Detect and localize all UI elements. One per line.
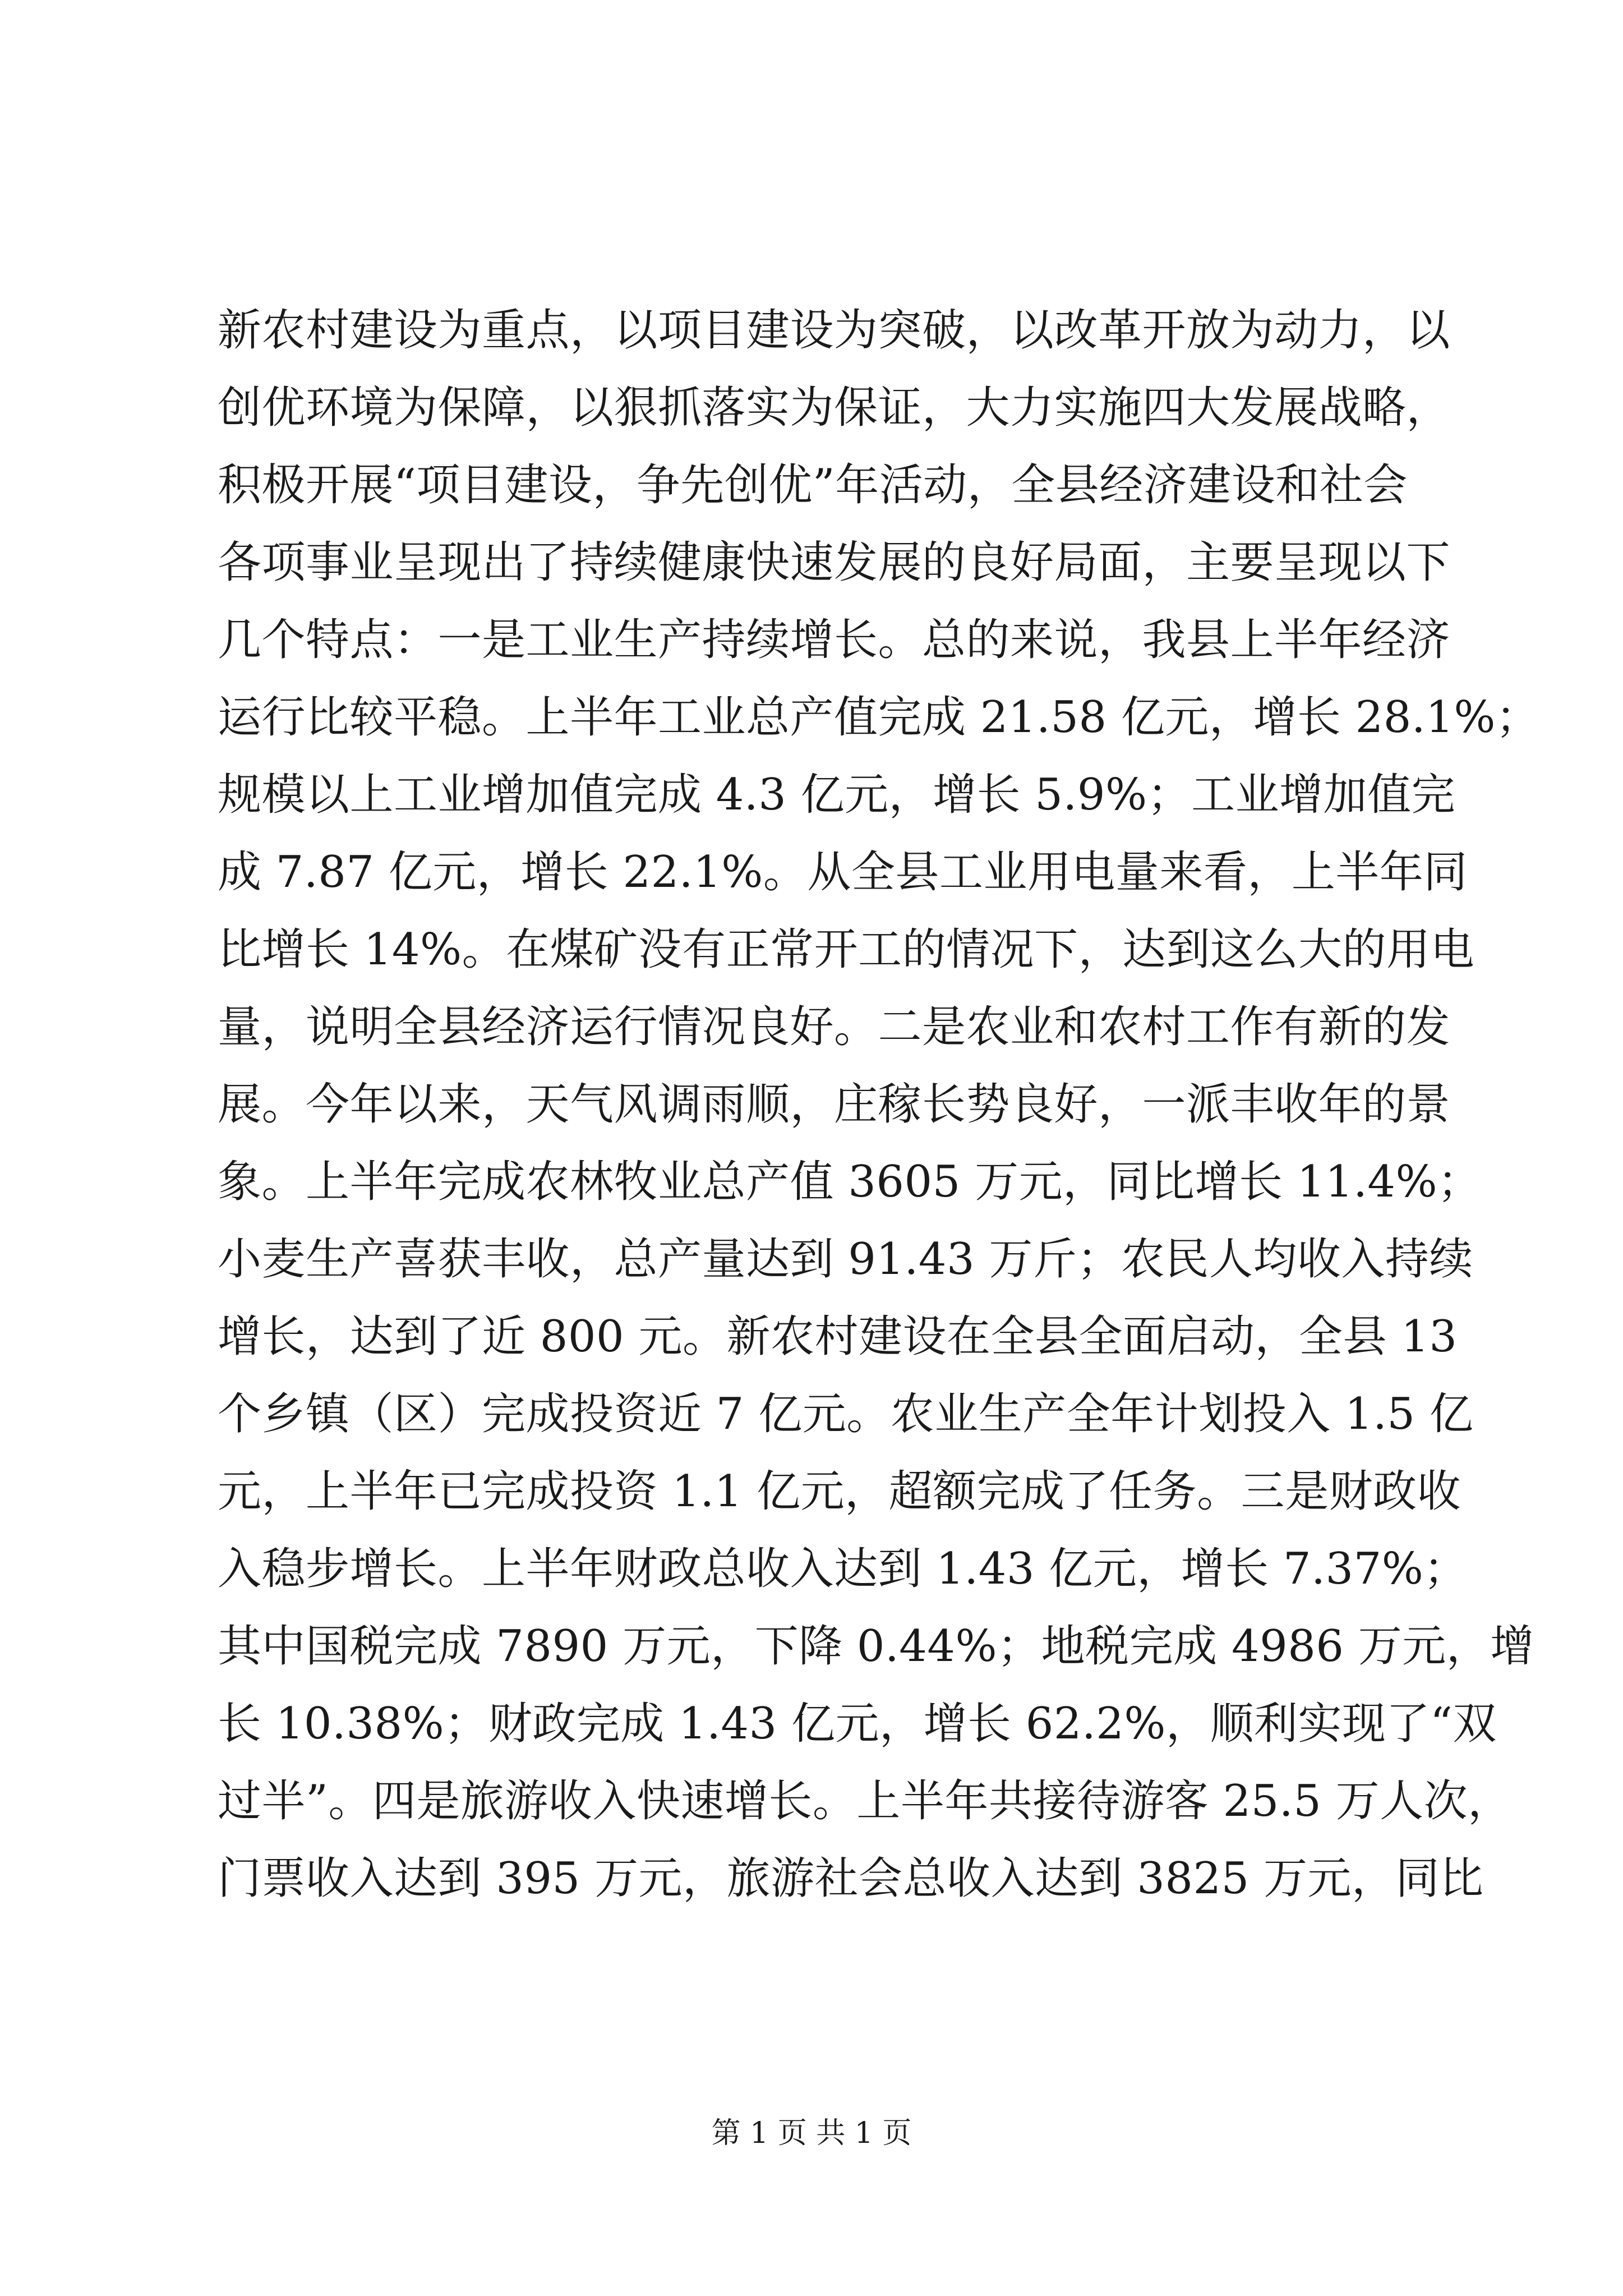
text-line: 个乡镇（区）完成投资近 7 亿元。农业生产全年计划投入 1.5 亿 — [218, 1389, 1474, 1439]
text-line: 成 7.87 亿元，增长 22.1%。从全县工业用电量来看，上半年同 — [218, 847, 1468, 898]
text-line: 展。今年以来，天气风调雨顺，庄稼长势良好，一派丰收年的景 — [218, 1079, 1451, 1130]
text-line: 各项事业呈现出了持续健康快速发展的良好局面，主要呈现以下 — [218, 537, 1451, 588]
text-line: 元，上半年已完成投资 1.1 亿元，超额完成了任务。三是财政收 — [218, 1466, 1461, 1517]
text-line: 过半”。四是旅游收入快速增长。上半年共接待游客 25.5 万人次， — [218, 1776, 1512, 1826]
text-line: 规模以上工业增加值完成 4.3 亿元，增长 5.9%；工业增加值完 — [218, 770, 1456, 820]
text-line: 新农村建设为重点，以项目建设为突破，以改革开放为动力，以 — [218, 305, 1451, 356]
page-footer — [0, 2114, 1623, 2153]
text-line: 长 10.38%；财政完成 1.43 亿元，增长 62.2%，顺利实现了“双 — [218, 1699, 1497, 1749]
text-line: 几个特点：一是工业生产持续增长。总的来说，我县上半年经济 — [218, 615, 1451, 665]
text-line: 运行比较平稳。上半年工业总产值完成 21.58 亿元，增长 28.1%； — [218, 692, 1540, 743]
text-line: 小麦生产喜获丰收，总产量达到 91.43 万斤；农民人均收入持续 — [218, 1234, 1473, 1285]
text-line: 增长，达到了近 800 元。新农村建设在全县全面启动，全县 13 — [218, 1312, 1458, 1362]
text-line: 创优环境为保障，以狠抓落实为保证，大力实施四大发展战略， — [218, 383, 1451, 433]
text-line: 积极开展“项目建设，争先创优”年活动，全县经济建设和社会 — [218, 460, 1408, 510]
text-line: 入稳步增长。上半年财政总收入达到 1.43 亿元，增长 7.37%； — [218, 1544, 1468, 1594]
text-line: 比增长 14%。在煤矿没有正常开工的情况下，达到这么大的用电 — [218, 924, 1475, 975]
page-number: 第 1 页 共 1 页 — [711, 2116, 912, 2150]
text-line: 量，说明全县经济运行情况良好。二是农业和农村工作有新的发 — [218, 1002, 1451, 1052]
text-line: 门票收入达到 395 万元，旅游社会总收入达到 3825 万元，同比 — [218, 1853, 1484, 1904]
body-text — [218, 292, 1540, 1917]
text-line: 象。上半年完成农林牧业总产值 3605 万元，同比增长 11.4%； — [218, 1157, 1482, 1207]
text-line: 其中国税完成 7890 万元，下降 0.44%；地税完成 4986 万元，增 — [218, 1621, 1534, 1672]
